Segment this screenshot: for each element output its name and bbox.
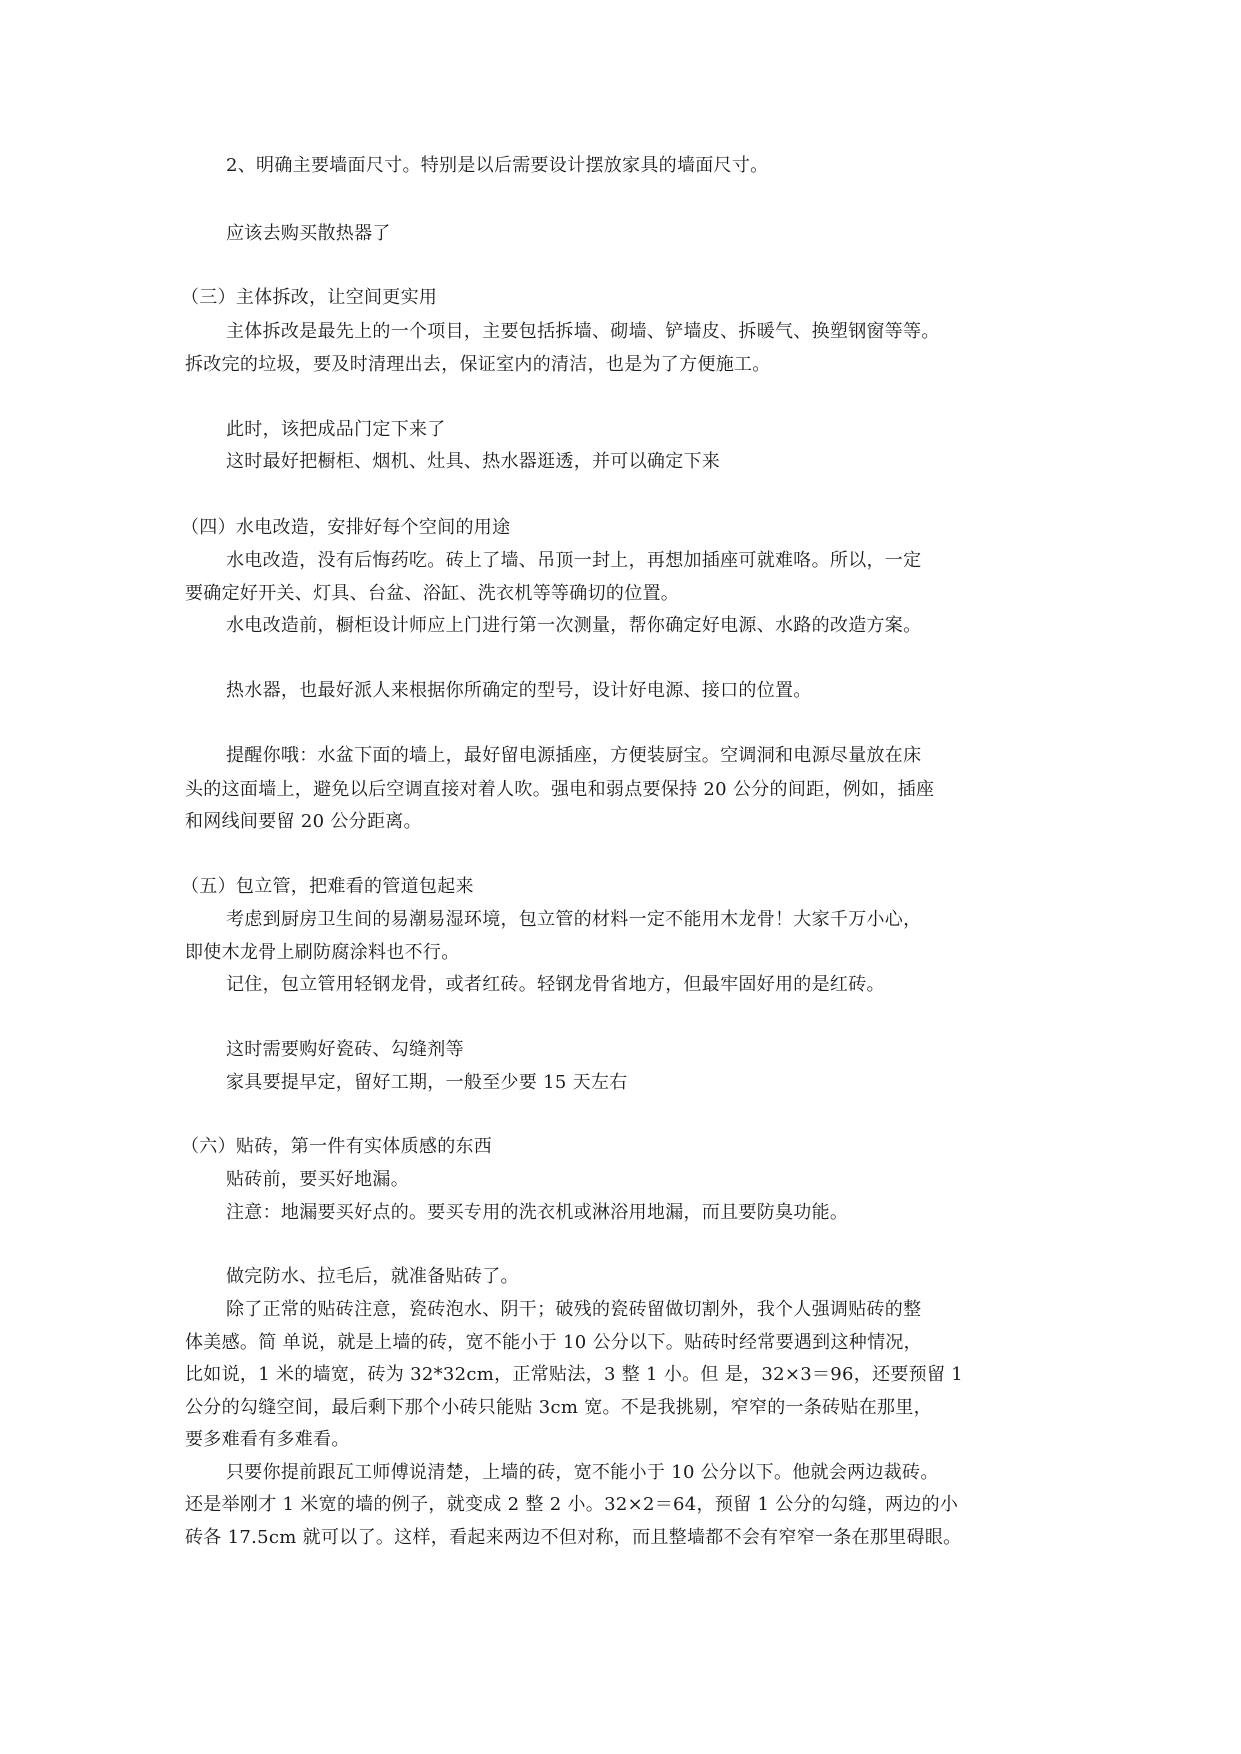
text-line: 要确定好开关、灯具、台盆、浴缸、洗衣机等等确切的位置。 [185, 583, 680, 604]
text-line: 比如说，1 米的墙宽，砖为 32*32cm，正常贴法，3 整 1 小。但 是，32×3＝96，还要预留 1 [185, 1364, 964, 1385]
text-line: 主体拆改是最先上的一个项目，主要包括拆墙、砌墙、铲墙皮、拆暖气、换塑钢窗等等。 [226, 321, 940, 342]
text-line: 头的这面墙上，避免以后空调直接对着人吹。强电和弱点要保持 20 公分的间距，例如，插座 [185, 779, 935, 800]
text-line: 这时最好把橱柜、烟机、灶具、热水器逛透，并可以确定下来 [226, 451, 721, 472]
text-line: 注意：地漏要买好点的。要买专用的洗衣机或淋浴用地漏，而且要防臭功能。 [226, 1202, 849, 1223]
text-line: 这时需要购好瓷砖、勾缝剂等 [226, 1039, 464, 1060]
text-line: 热水器，也最好派人来根据你所确定的型号，设计好电源、接口的位置。 [226, 680, 812, 701]
text-line: 提醒你哦：水盆下面的墙上，最好留电源插座，方便装厨宝。空调洞和电源尽量放在床 [226, 745, 922, 766]
text-line: 只要你提前跟瓦工师傅说清楚，上墙的砖，宽不能小于 10 公分以下。他就会两边裁砖。 [226, 1462, 939, 1483]
text-line: 考虑到厨房卫生间的易潮易湿环境，包立管的材料一定不能用木龙骨！大家千万小心， [226, 909, 922, 930]
text-line: 还是举刚才 1 米宽的墙的例子，就变成 2 整 2 小。32×2＝64，预留 1 公分的勾缝，两边的小 [185, 1494, 959, 1515]
text-line: 和网线间要留 20 公分距离。 [185, 811, 422, 832]
text-line: 记住，包立管用轻钢龙骨，或者红砖。轻钢龙骨省地方，但最牢固好用的是红砖。 [226, 974, 885, 995]
text-line: 水电改造前，橱柜设计师应上门进行第一次测量，帮你确定好电源、水路的改造方案。 [226, 615, 922, 636]
text-line: 公分的勾缝空间，最后剩下那个小砖只能贴 3cm 宽。不是我挑剔，窄窄的一条砖贴在那里， [185, 1397, 932, 1418]
text-line: 拆改完的垃圾，要及时清理出去，保证室内的清洁，也是为了方便施工。 [185, 354, 771, 375]
text-line: 砖各 17.5cm 就可以了。这样，看起来两边不但对称，而且整墙都不会有窄窄一条在那里碍眼。 [185, 1527, 962, 1548]
section-heading: （五）包立管，把难看的管道包起来 [181, 876, 474, 897]
text-line: 2、明确主要墙面尺寸。特别是以后需要设计摆放家具的墙面尺寸。 [226, 155, 769, 176]
text-line: 体美感。简 单说，就是上墙的砖，宽不能小于 10 公分以下。贴砖时经常要遇到这种情况， [185, 1332, 922, 1353]
section-heading: （三）主体拆改，让空间更实用 [181, 287, 438, 308]
text-line: 要多难看有多难看。 [185, 1429, 350, 1450]
text-line: 水电改造，没有后悔药吃。砖上了墙、吊顶一封上，再想加插座可就难咯。所以，一定 [226, 550, 922, 571]
text-line: 家具要提早定，留好工期，一般至少要 15 天左右 [226, 1072, 628, 1093]
text-line: 做完防水、拉毛后，就准备贴砖了。 [226, 1266, 519, 1287]
text-line: 此时，该把成品门定下来了 [226, 419, 446, 440]
text-line: 除了正常的贴砖注意，瓷砖泡水、阴干；破残的瓷砖留做切割外，我个人强调贴砖的整 [226, 1299, 922, 1320]
section-heading: （四）水电改造，安排好每个空间的用途 [181, 517, 511, 538]
text-line: 应该去购买散热器了 [226, 223, 391, 244]
section-heading: （六）贴砖，第一件有实体质感的东西 [181, 1136, 493, 1157]
text-line: 贴砖前，要买好地漏。 [226, 1169, 409, 1190]
text-line: 即使木龙骨上刷防腐涂料也不行。 [185, 942, 460, 963]
